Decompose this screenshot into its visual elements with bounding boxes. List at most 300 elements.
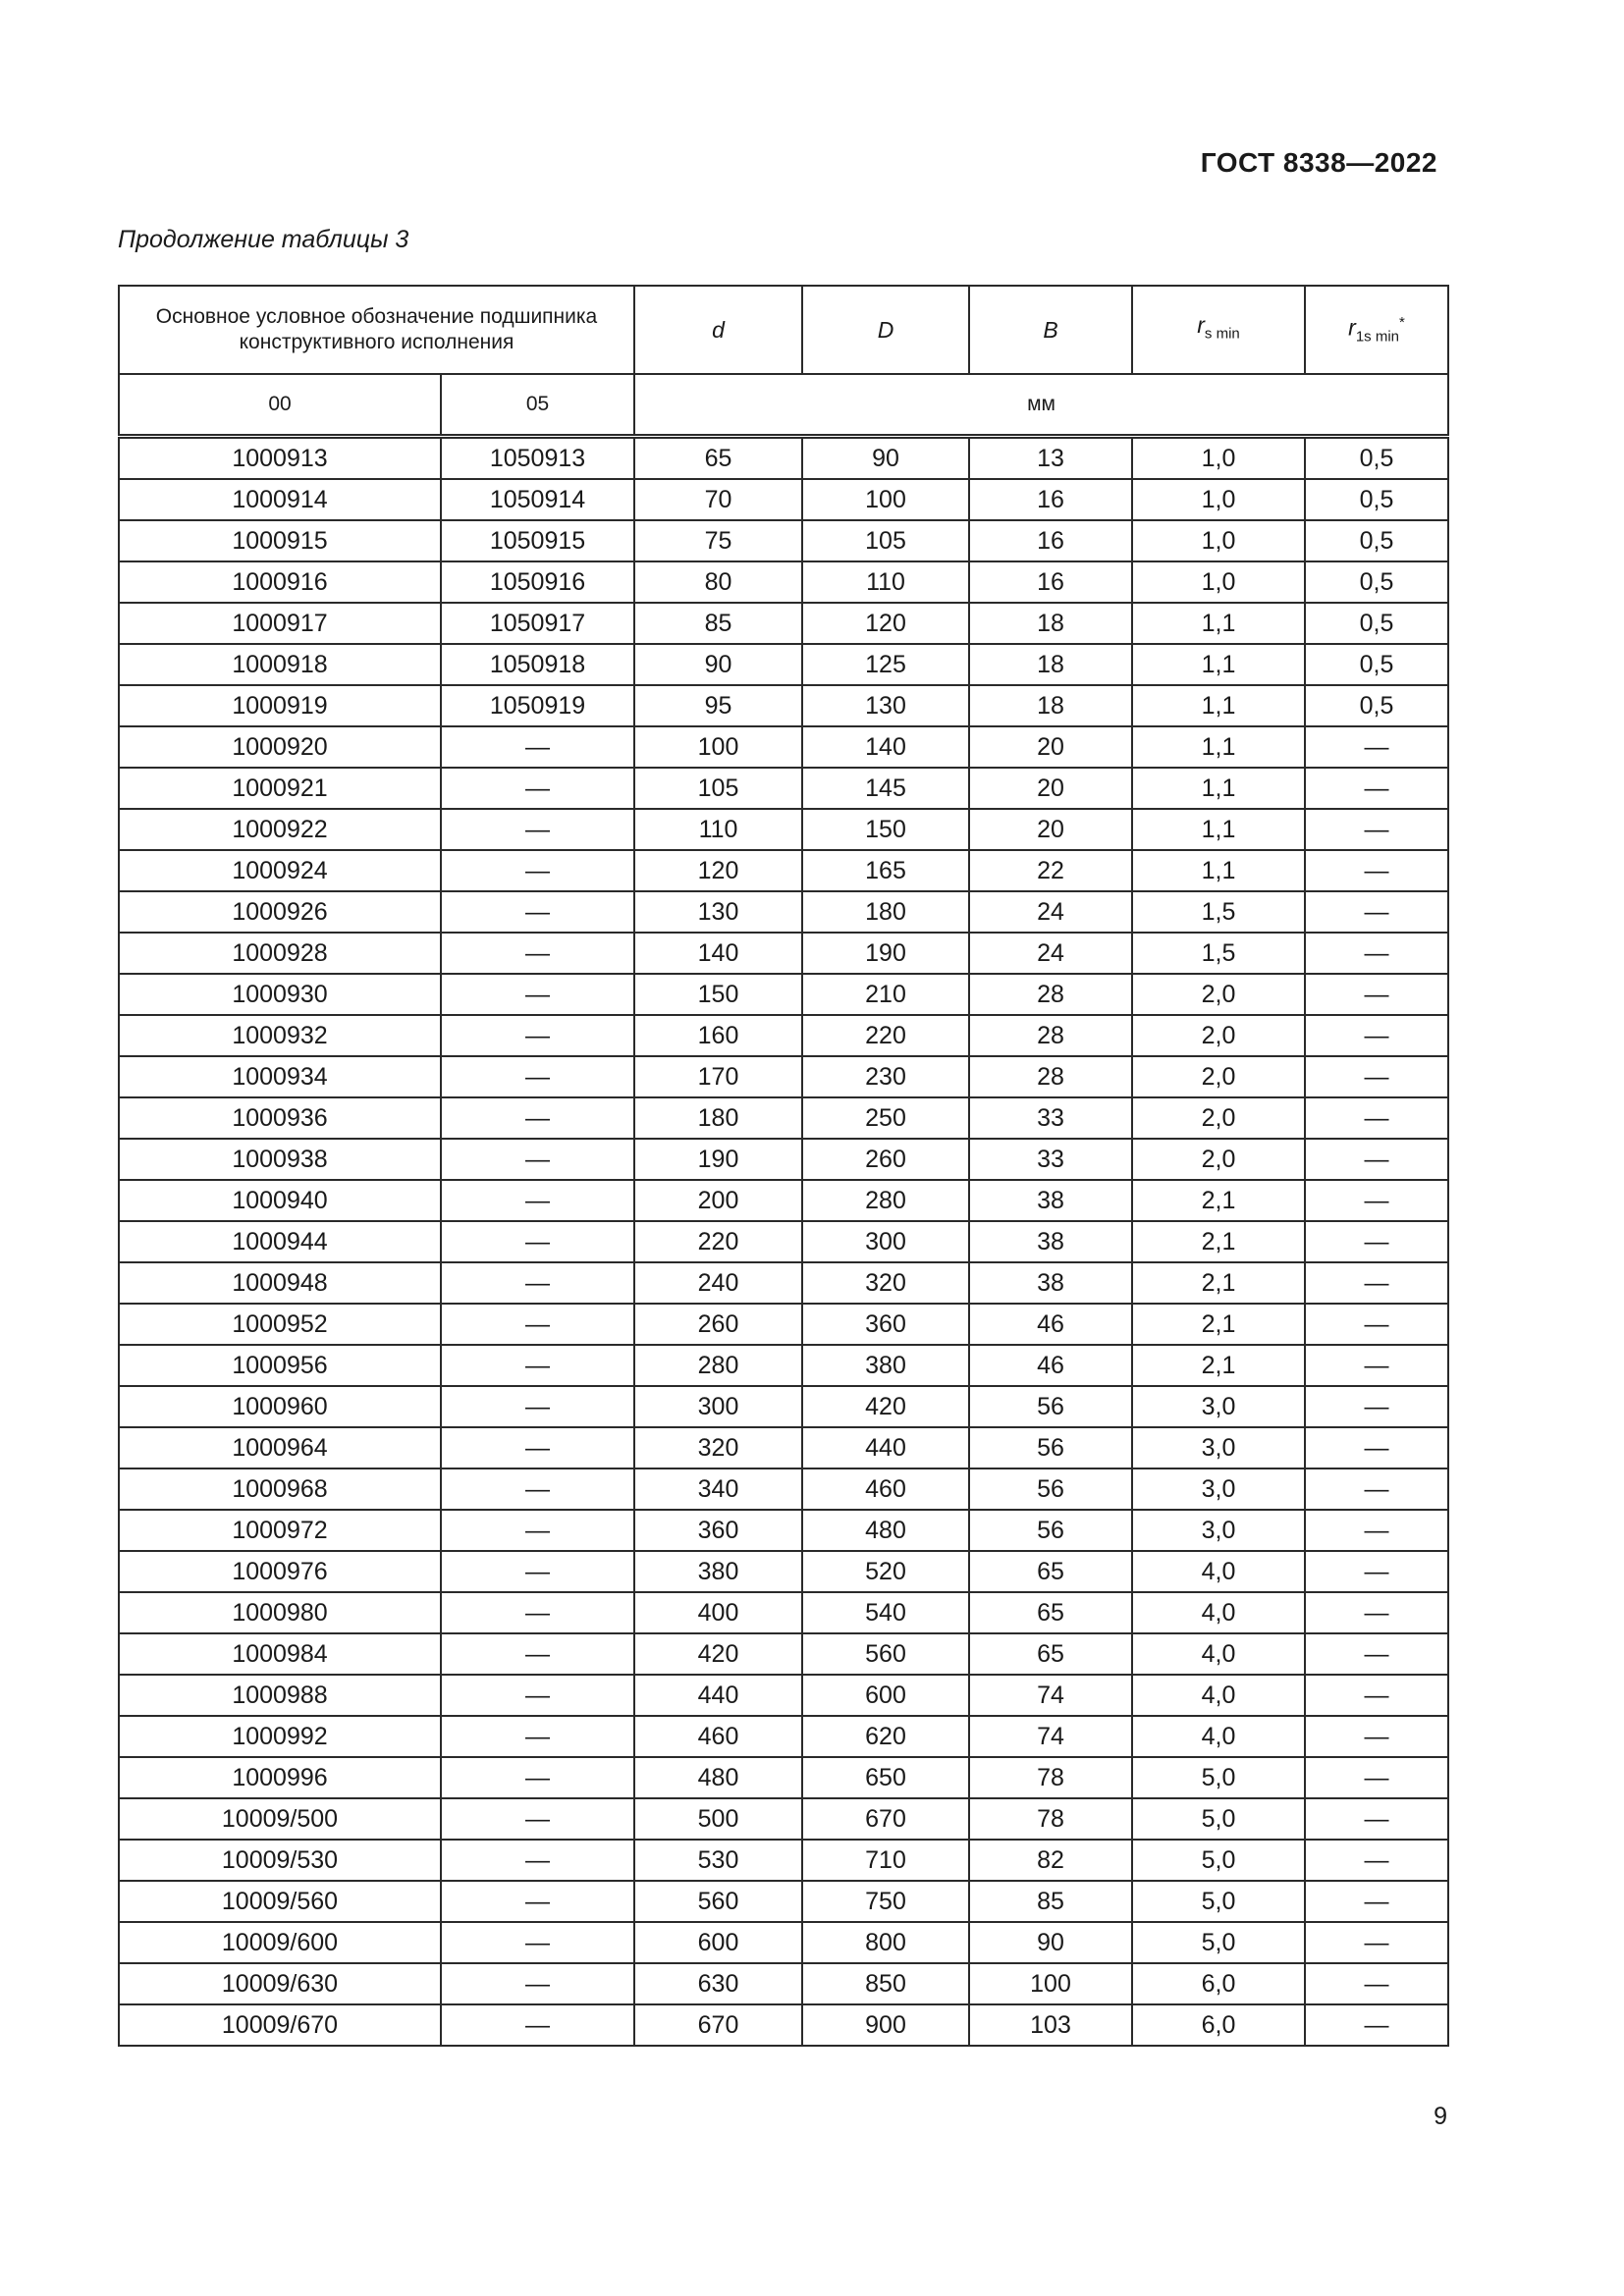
table-row — [119, 1963, 1448, 2004]
B-value: 16 — [969, 520, 1132, 561]
rs-min-value: 2,1 — [1132, 1345, 1305, 1386]
table-row — [119, 644, 1448, 685]
table-row — [119, 768, 1448, 809]
designation-00: 1000932 — [119, 1015, 441, 1056]
designation-05: 1050916 — [441, 561, 634, 603]
r1s-min-value: — — [1305, 1757, 1448, 1798]
table-row — [119, 1675, 1448, 1716]
designation-00: 1000952 — [119, 1304, 441, 1345]
rs-min-value: 1,1 — [1132, 726, 1305, 768]
D-value: 540 — [802, 1592, 969, 1633]
rs-min-value: 1,1 — [1132, 685, 1305, 726]
r1s-min-value: — — [1305, 1097, 1448, 1139]
D-value: 850 — [802, 1963, 969, 2004]
designation-00: 1000924 — [119, 850, 441, 891]
bearing-table-container — [118, 285, 1447, 2047]
d-value: 380 — [634, 1551, 802, 1592]
B-value: 46 — [969, 1345, 1132, 1386]
table-row — [119, 1386, 1448, 1427]
designation-00: 1000934 — [119, 1056, 441, 1097]
r1s-min-value: — — [1305, 850, 1448, 891]
designation-05: — — [441, 1180, 634, 1221]
B-value: 65 — [969, 1551, 1132, 1592]
designation-00: 10009/670 — [119, 2004, 441, 2046]
designation-00: 1000914 — [119, 479, 441, 520]
d-value: 100 — [634, 726, 802, 768]
D-value: 140 — [802, 726, 969, 768]
rs-min-value: 6,0 — [1132, 1963, 1305, 2004]
r1s-min-value: — — [1305, 1304, 1448, 1345]
B-value: 78 — [969, 1798, 1132, 1840]
rs-min-value: 5,0 — [1132, 1881, 1305, 1922]
d-value: 75 — [634, 520, 802, 561]
table-row — [119, 1304, 1448, 1345]
r1s-min-value: — — [1305, 1180, 1448, 1221]
d-value: 80 — [634, 561, 802, 603]
D-value: 360 — [802, 1304, 969, 1345]
d-value: 360 — [634, 1510, 802, 1551]
r1s-min-value: — — [1305, 1386, 1448, 1427]
d-value: 140 — [634, 933, 802, 974]
D-value: 650 — [802, 1757, 969, 1798]
B-value: 74 — [969, 1716, 1132, 1757]
d-value: 85 — [634, 603, 802, 644]
r1s-min-value: — — [1305, 1468, 1448, 1510]
designation-00: 1000964 — [119, 1427, 441, 1468]
D-value: 420 — [802, 1386, 969, 1427]
rs-min-value: 1,5 — [1132, 891, 1305, 933]
d-value: 340 — [634, 1468, 802, 1510]
table-row — [119, 1798, 1448, 1840]
designation-00: 1000960 — [119, 1386, 441, 1427]
rs-min-value: 5,0 — [1132, 1922, 1305, 1963]
r1s-min-value: — — [1305, 1221, 1448, 1262]
header-variant-05: 05 — [441, 374, 634, 437]
D-value: 380 — [802, 1345, 969, 1386]
D-value: 480 — [802, 1510, 969, 1551]
designation-05: — — [441, 809, 634, 850]
D-value: 165 — [802, 850, 969, 891]
table-row — [119, 2004, 1448, 2046]
d-value: 90 — [634, 644, 802, 685]
B-value: 38 — [969, 1180, 1132, 1221]
table-row — [119, 1015, 1448, 1056]
table-row — [119, 1922, 1448, 1963]
D-value: 710 — [802, 1840, 969, 1881]
r1s-min-value: — — [1305, 2004, 1448, 2046]
r1s-min-value: — — [1305, 809, 1448, 850]
D-value: 750 — [802, 1881, 969, 1922]
rs-min-value: 1,0 — [1132, 437, 1305, 480]
B-value: 20 — [969, 809, 1132, 850]
D-value: 120 — [802, 603, 969, 644]
rs-min-value: 6,0 — [1132, 2004, 1305, 2046]
designation-00: 1000948 — [119, 1262, 441, 1304]
rs-min-value: 1,1 — [1132, 644, 1305, 685]
r1s-min-value: — — [1305, 1015, 1448, 1056]
designation-05: — — [441, 974, 634, 1015]
r1s-min-value: — — [1305, 1881, 1448, 1922]
r1s-min-value: 0,5 — [1305, 479, 1448, 520]
table-row — [119, 1139, 1448, 1180]
designation-00: 1000992 — [119, 1716, 441, 1757]
designation-00: 1000916 — [119, 561, 441, 603]
table-caption: Продолжение таблицы 3 — [118, 226, 409, 253]
designation-05: 1050914 — [441, 479, 634, 520]
D-value: 220 — [802, 1015, 969, 1056]
B-value: 33 — [969, 1139, 1132, 1180]
B-value: 16 — [969, 561, 1132, 603]
d-value: 190 — [634, 1139, 802, 1180]
table-body — [119, 437, 1448, 2047]
table-row — [119, 1592, 1448, 1633]
d-value: 320 — [634, 1427, 802, 1468]
rs-min-value: 2,0 — [1132, 1056, 1305, 1097]
rs-min-value: 4,0 — [1132, 1633, 1305, 1675]
r1s-min-value: — — [1305, 1592, 1448, 1633]
B-value: 20 — [969, 726, 1132, 768]
rs-min-value: 1,1 — [1132, 809, 1305, 850]
rs-min-value: 5,0 — [1132, 1840, 1305, 1881]
designation-05: — — [441, 1881, 634, 1922]
designation-00: 1000938 — [119, 1139, 441, 1180]
r1s-min-value: — — [1305, 1633, 1448, 1675]
D-value: 130 — [802, 685, 969, 726]
designation-05: — — [441, 1798, 634, 1840]
table-row — [119, 437, 1448, 480]
B-value: 22 — [969, 850, 1132, 891]
designation-00: 1000928 — [119, 933, 441, 974]
header-B: B — [969, 286, 1132, 374]
d-value: 400 — [634, 1592, 802, 1633]
table-row — [119, 726, 1448, 768]
D-value: 670 — [802, 1798, 969, 1840]
designation-00: 1000968 — [119, 1468, 441, 1510]
B-value: 46 — [969, 1304, 1132, 1345]
designation-05: — — [441, 1304, 634, 1345]
rs-min-value: 1,1 — [1132, 768, 1305, 809]
table-row — [119, 1716, 1448, 1757]
B-value: 24 — [969, 891, 1132, 933]
designation-05: — — [441, 1922, 634, 1963]
designation-00: 10009/560 — [119, 1881, 441, 1922]
B-value: 56 — [969, 1510, 1132, 1551]
rs-min-value: 2,0 — [1132, 1097, 1305, 1139]
B-value: 24 — [969, 933, 1132, 974]
designation-05: — — [441, 726, 634, 768]
r1s-min-value: — — [1305, 768, 1448, 809]
rs-min-value: 4,0 — [1132, 1551, 1305, 1592]
header-variant-00: 00 — [119, 374, 441, 437]
rs-min-value: 1,1 — [1132, 603, 1305, 644]
designation-00: 1000980 — [119, 1592, 441, 1633]
designation-05: — — [441, 1468, 634, 1510]
designation-00: 1000922 — [119, 809, 441, 850]
B-value: 18 — [969, 644, 1132, 685]
designation-05: — — [441, 1345, 634, 1386]
D-value: 100 — [802, 479, 969, 520]
table-row — [119, 1468, 1448, 1510]
B-value: 16 — [969, 479, 1132, 520]
rs-min-value: 3,0 — [1132, 1468, 1305, 1510]
table-row — [119, 1840, 1448, 1881]
table-row — [119, 1881, 1448, 1922]
designation-05: — — [441, 2004, 634, 2046]
designation-05: — — [441, 1015, 634, 1056]
B-value: 90 — [969, 1922, 1132, 1963]
r1s-min-value: 0,5 — [1305, 685, 1448, 726]
table-row — [119, 1262, 1448, 1304]
table-row — [119, 1510, 1448, 1551]
designation-00: 1000921 — [119, 768, 441, 809]
designation-00: 1000918 — [119, 644, 441, 685]
D-value: 900 — [802, 2004, 969, 2046]
r1s-min-value: — — [1305, 1510, 1448, 1551]
rs-min-value: 5,0 — [1132, 1757, 1305, 1798]
r1s-min-value: — — [1305, 1345, 1448, 1386]
B-value: 82 — [969, 1840, 1132, 1881]
table-row — [119, 603, 1448, 644]
designation-05: — — [441, 1592, 634, 1633]
r1s-min-value: — — [1305, 1798, 1448, 1840]
header-rs-min: $r_{s min}$ — [1132, 286, 1305, 374]
B-value: 56 — [969, 1468, 1132, 1510]
D-value: 90 — [802, 437, 969, 480]
d-value: 110 — [634, 809, 802, 850]
r1s-min-value: — — [1305, 891, 1448, 933]
d-value: 670 — [634, 2004, 802, 2046]
rs-min-value: 1,0 — [1132, 561, 1305, 603]
table-row — [119, 1757, 1448, 1798]
designation-05: — — [441, 1097, 634, 1139]
D-value: 125 — [802, 644, 969, 685]
designation-05: 1050915 — [441, 520, 634, 561]
D-value: 190 — [802, 933, 969, 974]
designation-05: — — [441, 1551, 634, 1592]
designation-00: 1000956 — [119, 1345, 441, 1386]
B-value: 28 — [969, 1056, 1132, 1097]
d-value: 300 — [634, 1386, 802, 1427]
r1s-min-value: — — [1305, 1675, 1448, 1716]
rs-min-value: 2,0 — [1132, 1015, 1305, 1056]
D-value: 460 — [802, 1468, 969, 1510]
D-value: 145 — [802, 768, 969, 809]
header-D: D — [802, 286, 969, 374]
designation-00: 1000944 — [119, 1221, 441, 1262]
D-value: 800 — [802, 1922, 969, 1963]
designation-05: 1050919 — [441, 685, 634, 726]
r1s-min-value: — — [1305, 1963, 1448, 2004]
table-row — [119, 1097, 1448, 1139]
r1s-min-value: — — [1305, 1551, 1448, 1592]
designation-05: 1050917 — [441, 603, 634, 644]
table-row — [119, 685, 1448, 726]
designation-00: 1000936 — [119, 1097, 441, 1139]
d-value: 260 — [634, 1304, 802, 1345]
designation-05: — — [441, 1262, 634, 1304]
table-row — [119, 1633, 1448, 1675]
d-value: 200 — [634, 1180, 802, 1221]
D-value: 620 — [802, 1716, 969, 1757]
rs-min-value: 4,0 — [1132, 1716, 1305, 1757]
designation-05: — — [441, 891, 634, 933]
d-value: 180 — [634, 1097, 802, 1139]
designation-05: — — [441, 1221, 634, 1262]
designation-00: 1000926 — [119, 891, 441, 933]
rs-min-value: 4,0 — [1132, 1592, 1305, 1633]
table-row — [119, 1056, 1448, 1097]
B-value: 65 — [969, 1633, 1132, 1675]
rs-min-value: 5,0 — [1132, 1798, 1305, 1840]
d-value: 630 — [634, 1963, 802, 2004]
designation-00: 1000919 — [119, 685, 441, 726]
rs-min-value: 2,1 — [1132, 1304, 1305, 1345]
page-number: 9 — [1434, 2103, 1447, 2130]
d-value: 530 — [634, 1840, 802, 1881]
r1s-min-value: 0,5 — [1305, 561, 1448, 603]
r1s-min-value: — — [1305, 1262, 1448, 1304]
table-row — [119, 891, 1448, 933]
D-value: 440 — [802, 1427, 969, 1468]
table-row — [119, 809, 1448, 850]
designation-00: 10009/630 — [119, 1963, 441, 2004]
standard-designation: ГОСТ 8338—2022 — [1200, 147, 1437, 178]
r1s-min-value: — — [1305, 1139, 1448, 1180]
designation-00: 1000972 — [119, 1510, 441, 1551]
B-value: 28 — [969, 1015, 1132, 1056]
D-value: 560 — [802, 1633, 969, 1675]
B-value: 65 — [969, 1592, 1132, 1633]
designation-00: 1000940 — [119, 1180, 441, 1221]
designation-05: — — [441, 768, 634, 809]
designation-05: — — [441, 1139, 634, 1180]
table-row — [119, 1221, 1448, 1262]
B-value: 38 — [969, 1262, 1132, 1304]
B-value: 18 — [969, 685, 1132, 726]
designation-header: Основное условное обозначение подшипника конструктивного исполнения — [119, 286, 634, 374]
r1s-min-value: — — [1305, 933, 1448, 974]
d-value: 150 — [634, 974, 802, 1015]
rs-min-value: 3,0 — [1132, 1427, 1305, 1468]
designation-00: 1000984 — [119, 1633, 441, 1675]
d-value: 65 — [634, 437, 802, 480]
B-value: 85 — [969, 1881, 1132, 1922]
B-value: 74 — [969, 1675, 1132, 1716]
D-value: 150 — [802, 809, 969, 850]
designation-05: — — [441, 1056, 634, 1097]
rs-min-value: 2,0 — [1132, 1139, 1305, 1180]
d-value: 130 — [634, 891, 802, 933]
D-value: 280 — [802, 1180, 969, 1221]
designation-05: — — [441, 1757, 634, 1798]
designation-05: — — [441, 1963, 634, 2004]
table-row — [119, 1345, 1448, 1386]
B-value: 103 — [969, 2004, 1132, 2046]
D-value: 600 — [802, 1675, 969, 1716]
d-value: 600 — [634, 1922, 802, 1963]
r1s-min-value: 0,5 — [1305, 437, 1448, 480]
B-value: 78 — [969, 1757, 1132, 1798]
r1s-min-value: — — [1305, 1840, 1448, 1881]
rs-min-value: 1,0 — [1132, 479, 1305, 520]
D-value: 520 — [802, 1551, 969, 1592]
B-value: 18 — [969, 603, 1132, 644]
header-units: мм — [634, 374, 1448, 437]
rs-min-value: 1,5 — [1132, 933, 1305, 974]
D-value: 260 — [802, 1139, 969, 1180]
rs-min-value: 2,1 — [1132, 1262, 1305, 1304]
header-r1s-min: $r_{1s min}^*$ — [1305, 286, 1448, 374]
designation-05: — — [441, 1510, 634, 1551]
rs-min-value: 2,0 — [1132, 974, 1305, 1015]
d-value: 460 — [634, 1716, 802, 1757]
table-row — [119, 850, 1448, 891]
designation-00: 10009/530 — [119, 1840, 441, 1881]
B-value: 56 — [969, 1386, 1132, 1427]
d-value: 120 — [634, 850, 802, 891]
D-value: 210 — [802, 974, 969, 1015]
designation-05: — — [441, 850, 634, 891]
designation-05: — — [441, 933, 634, 974]
table-row — [119, 520, 1448, 561]
designation-00: 1000913 — [119, 437, 441, 480]
B-value: 38 — [969, 1221, 1132, 1262]
designation-05: — — [441, 1716, 634, 1757]
rs-min-value: 1,0 — [1132, 520, 1305, 561]
d-value: 160 — [634, 1015, 802, 1056]
r1s-min-value: 0,5 — [1305, 603, 1448, 644]
header-d: d — [634, 286, 802, 374]
r1s-min-value: — — [1305, 1056, 1448, 1097]
rs-min-value: 1,1 — [1132, 850, 1305, 891]
r1s-min-value: — — [1305, 974, 1448, 1015]
bearing-dimensions-table — [118, 285, 1449, 2047]
d-value: 280 — [634, 1345, 802, 1386]
designation-00: 1000930 — [119, 974, 441, 1015]
designation-00: 1000920 — [119, 726, 441, 768]
designation-05: — — [441, 1633, 634, 1675]
designation-05: — — [441, 1840, 634, 1881]
designation-05: — — [441, 1427, 634, 1468]
d-value: 170 — [634, 1056, 802, 1097]
designation-00: 1000988 — [119, 1675, 441, 1716]
rs-min-value: 4,0 — [1132, 1675, 1305, 1716]
B-value: 13 — [969, 437, 1132, 480]
d-value: 105 — [634, 768, 802, 809]
d-value: 70 — [634, 479, 802, 520]
subheader-row — [119, 374, 1448, 437]
table-row — [119, 479, 1448, 520]
table-row — [119, 1551, 1448, 1592]
r1s-min-value: — — [1305, 1427, 1448, 1468]
designation-00: 1000917 — [119, 603, 441, 644]
r1s-min-value: 0,5 — [1305, 644, 1448, 685]
d-value: 500 — [634, 1798, 802, 1840]
d-value: 220 — [634, 1221, 802, 1262]
designation-05: — — [441, 1386, 634, 1427]
designation-00: 10009/600 — [119, 1922, 441, 1963]
r1s-min-value: 0,5 — [1305, 520, 1448, 561]
table-row — [119, 974, 1448, 1015]
designation-05: 1050918 — [441, 644, 634, 685]
D-value: 105 — [802, 520, 969, 561]
designation-00: 1000976 — [119, 1551, 441, 1592]
header-row — [119, 286, 1448, 374]
rs-min-value: 3,0 — [1132, 1510, 1305, 1551]
D-value: 110 — [802, 561, 969, 603]
designation-05: — — [441, 1675, 634, 1716]
B-value: 56 — [969, 1427, 1132, 1468]
